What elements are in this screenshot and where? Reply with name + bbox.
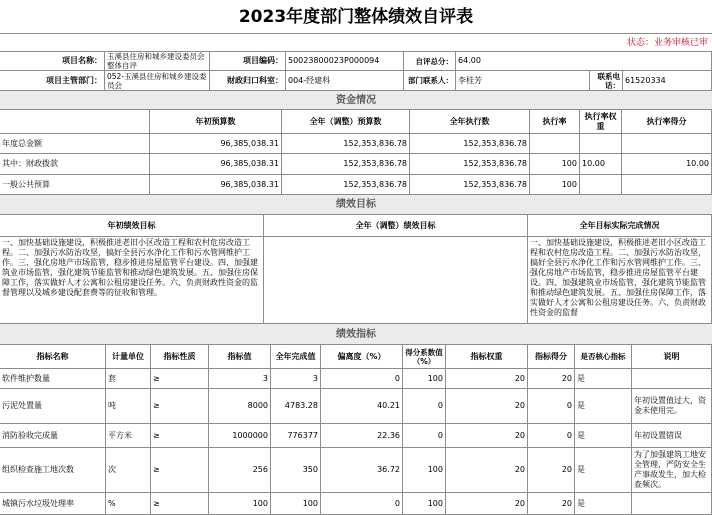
goals-actual-text[interactable]: 一、加快基础设施建设，积极推进老旧小区改造工程和农村危房改造工程。二、加强污水防治攻坚，搞好全县污水净化工作和污水管网维护工作。三、强化房地产市场监管，稳步推进房屋监管平台建设。四、加强建筑业市场监管，强化建筑节能监管和推动绿色建筑发展。五、加强住房保障工作，落实做好人才公寓和公租房建设任务。六、负责财政性资金的监督 [528, 237, 712, 324]
funds-row-adjusted: 152,353,836.78 [282, 134, 410, 154]
ind-header-actual: 全年完成值 [271, 345, 321, 369]
funds-header-blank [0, 110, 150, 134]
funds-header-weight: 执行率权重 [580, 110, 622, 134]
funds-row-executed: 152,353,836.78 [410, 134, 530, 154]
ind-row-target: 100 [209, 493, 271, 515]
project-code-value: 50023800023P000094 [286, 52, 404, 71]
ind-row-weight: 20 [446, 389, 528, 424]
ind-row-nature: ≥ [151, 493, 209, 515]
phone-value: 61520334 [623, 71, 712, 91]
ind-row-note: 年初设置错误 [632, 424, 712, 448]
status-badge: 状态：业务审核已审 [626, 38, 708, 48]
finance-value: 004-经建科 [286, 71, 404, 91]
ind-row-name: 污泥处置量 [0, 389, 106, 424]
funds-row-weight [580, 134, 622, 154]
ind-row-note [632, 493, 712, 515]
ind-header-coef: 得分系数值（%） [403, 345, 446, 369]
project-code-label: 项目编码： [210, 52, 286, 71]
ind-row-target: 1000000 [209, 424, 271, 448]
ind-row-unit: 吨 [106, 389, 151, 424]
ind-row-core: 是 [575, 369, 632, 389]
ind-row-target: 3 [209, 369, 271, 389]
funds-row-initial: 96,385,038.31 [150, 154, 282, 175]
ind-row-unit: % [106, 493, 151, 515]
ind-row-coef: 100 [403, 369, 446, 389]
funds-row-weight: 10.00 [580, 154, 622, 175]
ind-row-weight: 20 [446, 424, 528, 448]
ind-header-note: 说明 [632, 345, 712, 369]
ind-header-core: 是否核心指标 [575, 345, 632, 369]
ind-row-target: 8000 [209, 389, 271, 424]
ind-row-actual: 350 [271, 448, 321, 493]
ind-row-name: 城镇污水垃圾处理率 [0, 493, 106, 515]
contact-label: 部门联系人： [404, 71, 456, 91]
ind-row-name: 组织检查施工地次数 [0, 448, 106, 493]
funds-header-adjusted: 全年（调整）预算数 [282, 110, 410, 134]
funds-header-executed: 全年执行数 [410, 110, 530, 134]
ind-header-score: 指标得分 [528, 345, 575, 369]
ind-row-deviation: 0 [321, 493, 403, 515]
funds-section-title: 资金情况 [0, 91, 712, 110]
funds-row-rate: 100 [530, 154, 580, 175]
funds-row-adjusted: 152,353,836.78 [282, 154, 410, 175]
ind-row-nature: ≥ [151, 424, 209, 448]
funds-row-executed: 152,353,836.78 [410, 175, 530, 195]
funds-header-score: 执行率得分 [622, 110, 712, 134]
ind-row-score: 20 [528, 493, 575, 515]
score-label: 自评总分： [404, 52, 456, 71]
ind-row-unit: 套 [106, 369, 151, 389]
goals-initial-text: 一、加快基础设施建设，积极推进老旧小区改造工程和农村危房改造工程。二、加强污水防治攻坚，搞好全县污水净化工作和污水管网维护工作。三、强化房地产市场监管，稳步推进房屋监管平台建设。四、加强建筑业市场监管，强化建筑节能监管和推动绿色建筑发展。五、加强住房保障工作，落实做好人才公寓和公租房建设任务。六、负责财政性资金的监督管理以及城乡建设配套费等的征收和管理。 [0, 237, 264, 324]
funds-row-score: 10.00 [622, 154, 712, 175]
ind-row-note: 为了加强建筑工地安全管理，严防安全生产事故发生，加大检查频次。 [632, 448, 712, 493]
project-name-value: 玉溪县住房和城乡建设委员会整体自评 [105, 52, 210, 71]
ind-row-unit: 平方米 [106, 424, 151, 448]
funds-row-score [622, 175, 712, 195]
contact-value: 李桂芳 [456, 71, 590, 91]
ind-row-core: 是 [575, 424, 632, 448]
goals-header-actual: 全年目标实际完成情况 [528, 215, 712, 237]
ind-row-name: 消防验收完成量 [0, 424, 106, 448]
ind-row-unit: 次 [106, 448, 151, 493]
ind-row-deviation: 0 [321, 369, 403, 389]
ind-row-nature: ≥ [151, 448, 209, 493]
ind-row-score: 0 [528, 424, 575, 448]
ind-row-coef: 100 [403, 448, 446, 493]
phone-label: 联系电话： [590, 71, 623, 91]
ind-row-note: 年初设置值过大，资金未使用完。 [632, 389, 712, 424]
funds-header-rate: 执行率 [530, 110, 580, 134]
ind-header-target: 指标值 [209, 345, 271, 369]
ind-header-deviation: 偏离度（%） [321, 345, 403, 369]
goals-header-initial: 年初绩效目标 [0, 215, 264, 237]
ind-row-nature: ≥ [151, 369, 209, 389]
ind-row-coef: 100 [403, 493, 446, 515]
funds-row-score [622, 134, 712, 154]
funds-row-weight [580, 175, 622, 195]
funds-row-name: 其中：财政拨款 [0, 154, 150, 175]
ind-row-nature: ≥ [151, 389, 209, 424]
ind-row-core: 是 [575, 448, 632, 493]
title-divider [0, 33, 712, 34]
funds-row-executed: 152,353,836.78 [410, 154, 530, 175]
ind-header-unit: 计量单位 [106, 345, 151, 369]
funds-row-initial: 96,385,038.31 [150, 175, 282, 195]
score-value: 64.00 [456, 52, 712, 71]
ind-row-core: 是 [575, 493, 632, 515]
goals-section-title: 绩效目标 [0, 195, 712, 215]
indicators-section-title: 绩效指标 [0, 324, 712, 345]
ind-row-actual: 776377 [271, 424, 321, 448]
ind-row-deviation: 40.21 [321, 389, 403, 424]
ind-row-core: 是 [575, 389, 632, 424]
project-name-label: 项目名称： [0, 52, 105, 71]
ind-row-name: 软件维护数量 [0, 369, 106, 389]
dept-value: 052-玉溪县住房和城乡建设委员会 [105, 71, 210, 91]
ind-row-coef: 0 [403, 424, 446, 448]
ind-row-deviation: 36.72 [321, 448, 403, 493]
funds-row-rate: 100 [530, 175, 580, 195]
funds-row-adjusted: 152,353,836.78 [282, 175, 410, 195]
ind-header-nature: 指标性质 [151, 345, 209, 369]
ind-row-score: 20 [528, 448, 575, 493]
funds-row-name: 一般公共预算 [0, 175, 150, 195]
ind-row-score: 20 [528, 369, 575, 389]
ind-row-deviation: 22.36 [321, 424, 403, 448]
ind-row-coef: 0 [403, 389, 446, 424]
ind-row-weight: 20 [446, 369, 528, 389]
finance-label: 财政归口科室： [210, 71, 286, 91]
ind-header-weight: 指标权重 [446, 345, 528, 369]
funds-header-initial: 年初预算数 [150, 110, 282, 134]
ind-row-score: 0 [528, 389, 575, 424]
ind-row-actual: 3 [271, 369, 321, 389]
ind-row-actual: 4783.28 [271, 389, 321, 424]
dept-label: 项目主管部门： [0, 71, 105, 91]
funds-row-initial: 96,385,038.31 [150, 134, 282, 154]
page-title: 2023年度部门整体绩效自评表 [238, 7, 474, 27]
ind-row-actual: 100 [271, 493, 321, 515]
goals-header-adjusted: 全年（调整）绩效目标 [264, 215, 528, 237]
ind-row-target: 256 [209, 448, 271, 493]
goals-adjusted-text [264, 237, 528, 324]
ind-row-note [632, 369, 712, 389]
funds-row-rate [530, 134, 580, 154]
ind-header-name: 指标名称 [0, 345, 106, 369]
ind-row-weight: 20 [446, 493, 528, 515]
ind-row-weight: 20 [446, 448, 528, 493]
funds-row-name: 年度总金额 [0, 134, 150, 154]
